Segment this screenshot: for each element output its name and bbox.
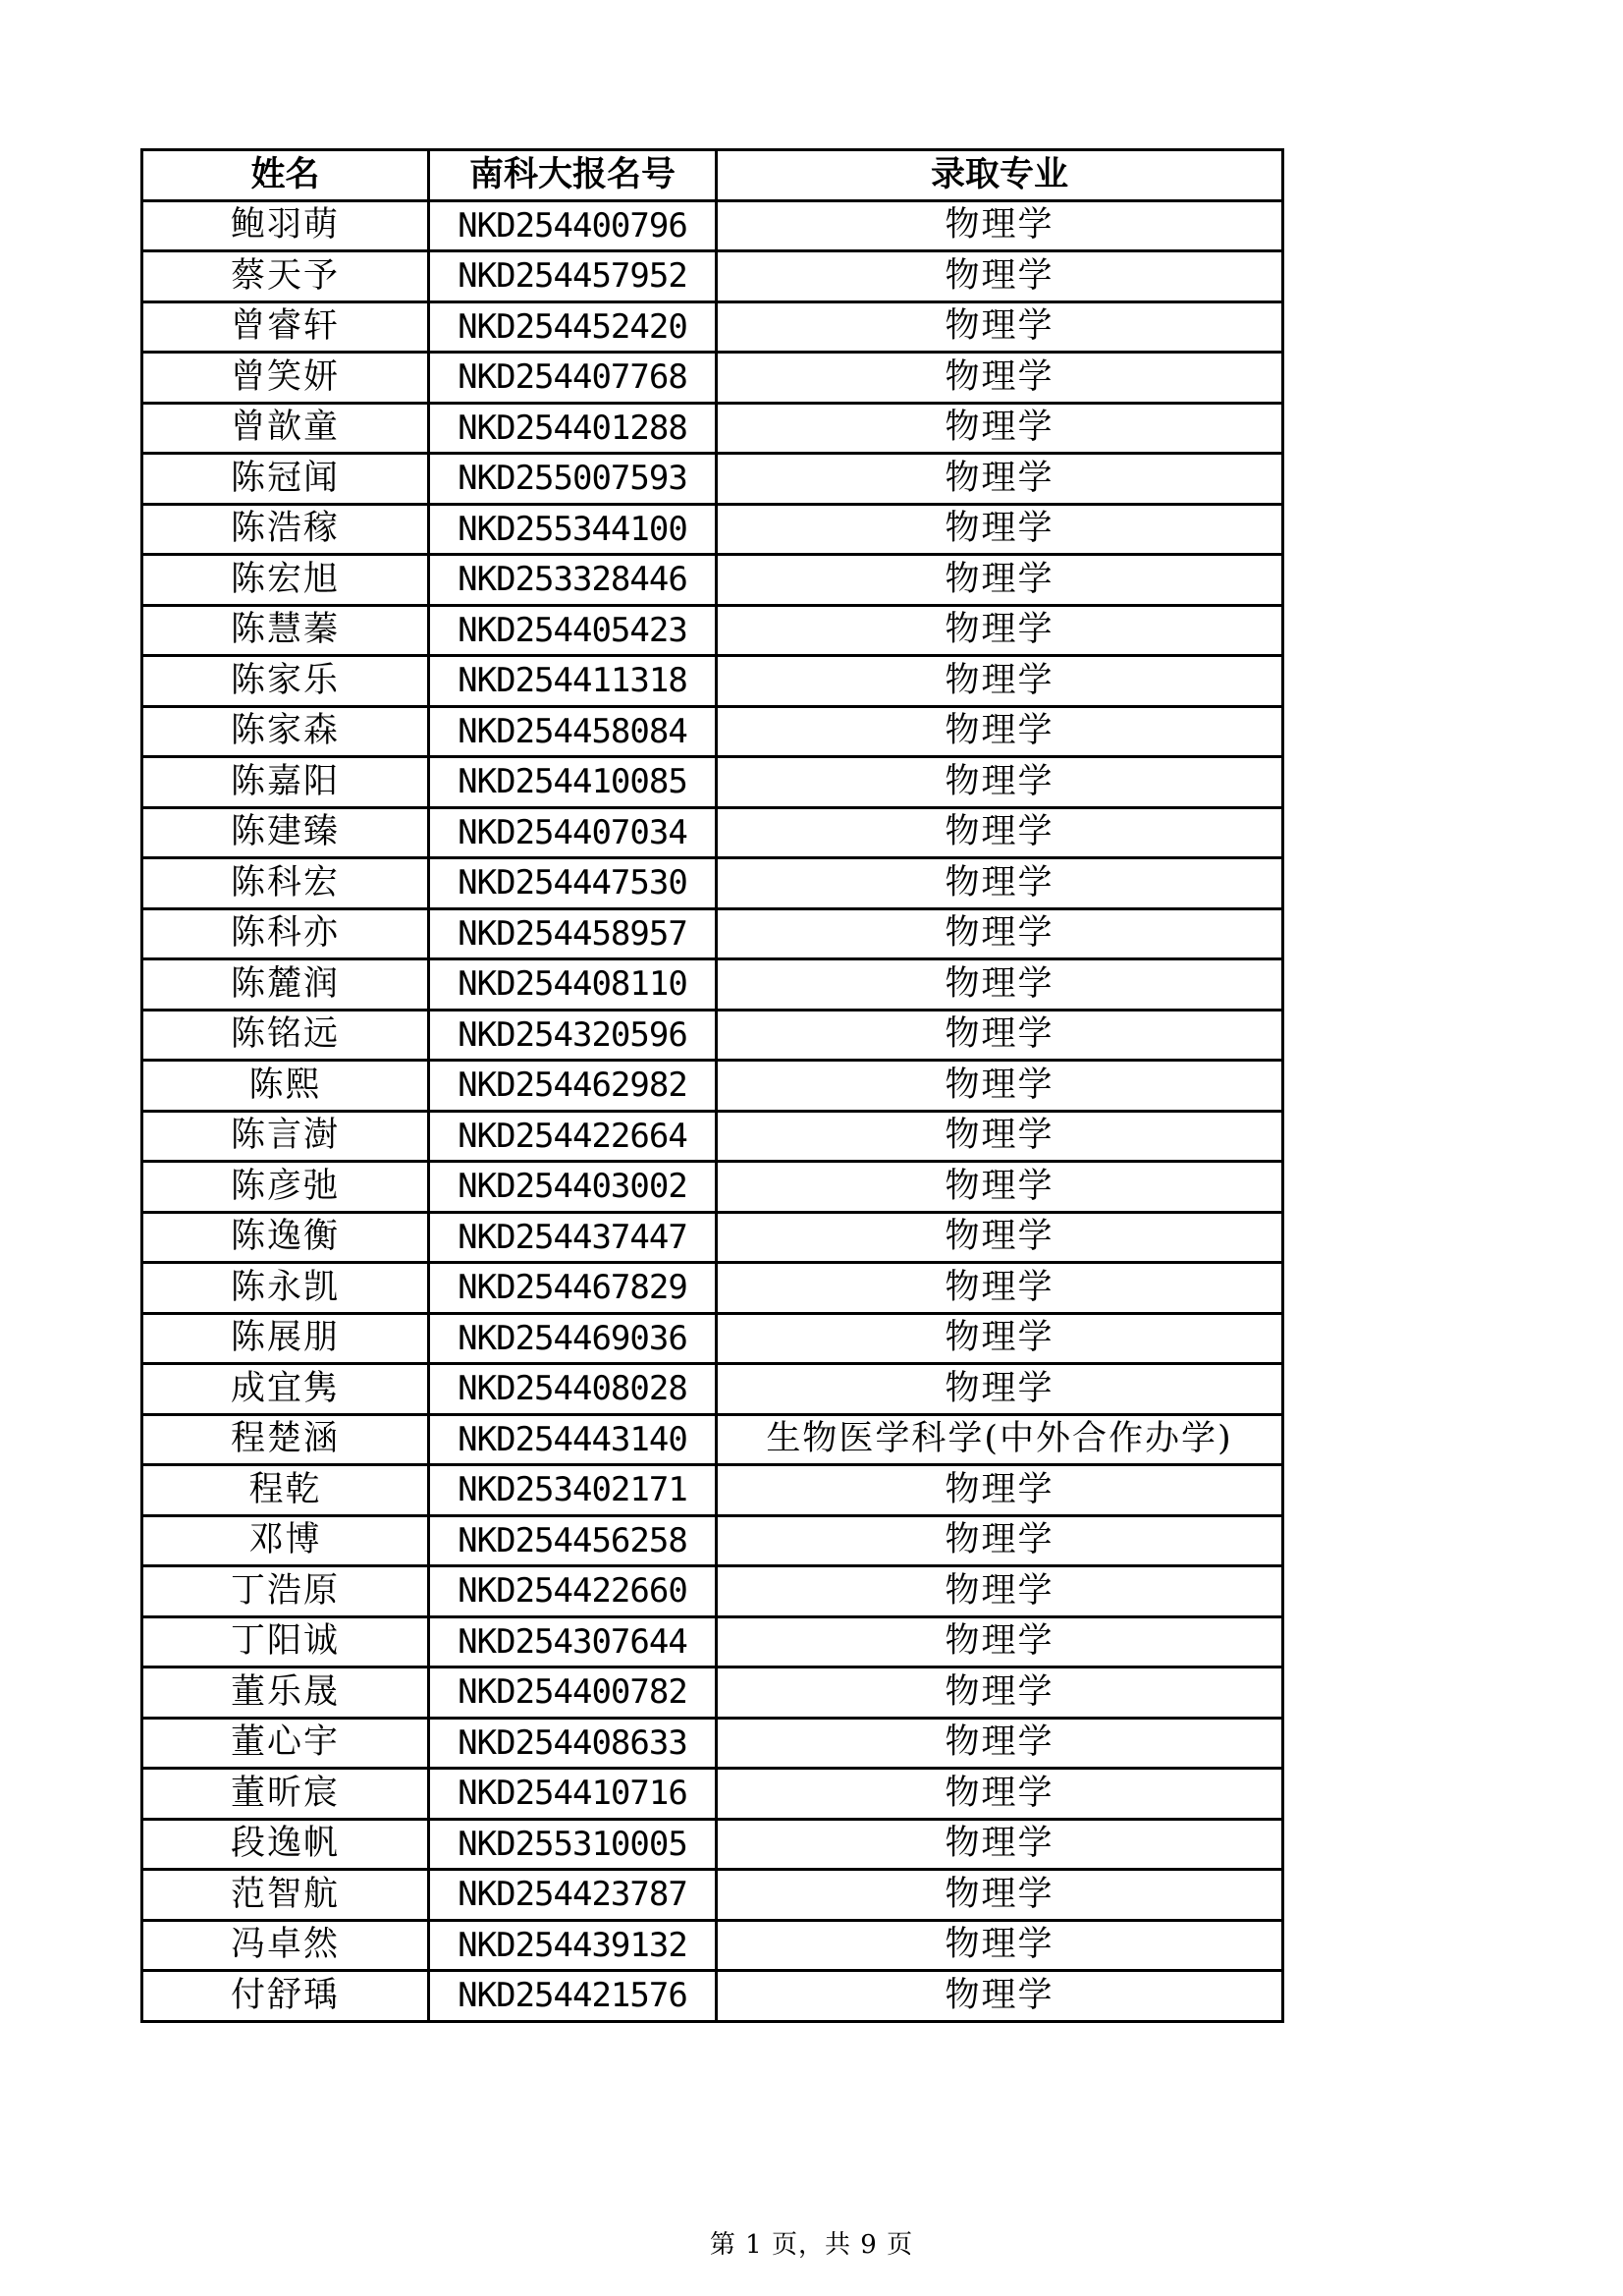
admitted-major-cell: 物理学: [717, 1111, 1283, 1162]
registration-id-cell: NKD254411318: [429, 656, 717, 707]
registration-id-cell: NKD254407034: [429, 807, 717, 858]
student-name-cell: 陈家森: [142, 706, 429, 757]
table-row: [142, 1061, 1283, 1112]
table-row: [142, 605, 1283, 656]
header-name: 姓名: [142, 150, 429, 201]
student-name-cell: 陈麓润: [142, 959, 429, 1011]
table-row: [142, 1515, 1283, 1566]
registration-id-cell: NKD254439132: [429, 1920, 717, 1971]
admitted-major-cell: 物理学: [717, 1061, 1283, 1112]
registration-id-cell: NKD254469036: [429, 1313, 717, 1364]
admitted-major-cell: 物理学: [717, 1718, 1283, 1769]
table-row: [142, 353, 1283, 404]
admitted-major-cell: 物理学: [717, 908, 1283, 959]
registration-id-cell: NKD254408633: [429, 1718, 717, 1769]
table-row: [142, 1111, 1283, 1162]
table-row: [142, 1414, 1283, 1465]
table-row: [142, 908, 1283, 959]
table-row: [142, 1162, 1283, 1213]
admitted-major-cell: 物理学: [717, 353, 1283, 404]
student-name-cell: 陈浩稼: [142, 504, 429, 555]
table-row: [142, 555, 1283, 606]
registration-id-cell: NKD254452420: [429, 301, 717, 353]
admitted-major-cell: 物理学: [717, 454, 1283, 505]
admitted-major-cell: 物理学: [717, 1212, 1283, 1263]
admitted-major-cell: 物理学: [717, 807, 1283, 858]
table-row: [142, 1971, 1283, 2022]
table-row: [142, 1364, 1283, 1415]
registration-id-cell: NKD254400782: [429, 1667, 717, 1719]
registration-id-cell: NKD254447530: [429, 858, 717, 909]
student-name-cell: 陈永凯: [142, 1263, 429, 1314]
registration-id-cell: NKD254408028: [429, 1364, 717, 1415]
admitted-major-cell: 物理学: [717, 858, 1283, 909]
student-name-cell: 范智航: [142, 1870, 429, 1921]
table-row: [142, 301, 1283, 353]
student-name-cell: 邓博: [142, 1515, 429, 1566]
table-row: [142, 1465, 1283, 1516]
registration-id-cell: NKD254410716: [429, 1769, 717, 1820]
table-row: [142, 1769, 1283, 1820]
registration-id-cell: NKD255344100: [429, 504, 717, 555]
registration-id-cell: NKD253402171: [429, 1465, 717, 1516]
table-row: [142, 1263, 1283, 1314]
registration-id-cell: NKD254456258: [429, 1515, 717, 1566]
table-row: [142, 959, 1283, 1011]
registration-id-cell: NKD255310005: [429, 1819, 717, 1870]
table-row: [142, 1010, 1283, 1061]
student-name-cell: 陈嘉阳: [142, 757, 429, 808]
student-name-cell: 陈彦弛: [142, 1162, 429, 1213]
admitted-major-cell: 物理学: [717, 1313, 1283, 1364]
admitted-major-cell: 物理学: [717, 1263, 1283, 1314]
student-name-cell: 陈慧蓁: [142, 605, 429, 656]
table-row: [142, 757, 1283, 808]
table-row: [142, 251, 1283, 302]
admitted-major-cell: 物理学: [717, 656, 1283, 707]
table-row: [142, 656, 1283, 707]
student-name-cell: 鲍羽萌: [142, 200, 429, 251]
admitted-major-cell: 物理学: [717, 959, 1283, 1011]
student-name-cell: 董乐晟: [142, 1667, 429, 1719]
table-row: [142, 807, 1283, 858]
table-header: [142, 150, 1283, 201]
table-row: [142, 504, 1283, 555]
registration-id-cell: NKD255007593: [429, 454, 717, 505]
header-row: [142, 150, 1283, 201]
registration-id-cell: NKD254401288: [429, 403, 717, 454]
table-body: [142, 200, 1283, 2021]
registration-id-cell: NKD254421576: [429, 1971, 717, 2022]
registration-id-cell: NKD254458957: [429, 908, 717, 959]
table-row: [142, 1616, 1283, 1667]
admitted-major-cell: 物理学: [717, 1971, 1283, 2022]
student-name-cell: 陈逸衡: [142, 1212, 429, 1263]
table-row: [142, 1920, 1283, 1971]
registration-id-cell: NKD254400796: [429, 200, 717, 251]
registration-id-cell: NKD254407768: [429, 353, 717, 404]
admitted-major-cell: 物理学: [717, 504, 1283, 555]
admitted-major-cell: 生物医学科学(中外合作办学): [717, 1414, 1283, 1465]
registration-id-cell: NKD254422664: [429, 1111, 717, 1162]
registration-id-cell: NKD254307644: [429, 1616, 717, 1667]
admitted-major-cell: 物理学: [717, 1769, 1283, 1820]
student-name-cell: 曾睿轩: [142, 301, 429, 353]
registration-id-cell: NKD254457952: [429, 251, 717, 302]
registration-id-cell: NKD254443140: [429, 1414, 717, 1465]
registration-id-cell: NKD254410085: [429, 757, 717, 808]
student-name-cell: 陈熙: [142, 1061, 429, 1112]
admitted-major-cell: 物理学: [717, 706, 1283, 757]
admitted-major-cell: 物理学: [717, 1465, 1283, 1516]
registration-id-cell: NKD254437447: [429, 1212, 717, 1263]
student-name-cell: 程乾: [142, 1465, 429, 1516]
student-name-cell: 蔡天予: [142, 251, 429, 302]
admitted-major-cell: 物理学: [717, 1616, 1283, 1667]
registration-id-cell: NKD254320596: [429, 1010, 717, 1061]
table-row: [142, 858, 1283, 909]
admitted-major-cell: 物理学: [717, 1920, 1283, 1971]
table-row: [142, 1819, 1283, 1870]
admitted-major-cell: 物理学: [717, 1162, 1283, 1213]
table-row: [142, 200, 1283, 251]
student-name-cell: 丁阳诚: [142, 1616, 429, 1667]
admitted-major-cell: 物理学: [717, 301, 1283, 353]
header-registration-id: 南科大报名号: [429, 150, 717, 201]
table-row: [142, 403, 1283, 454]
admitted-major-cell: 物理学: [717, 1819, 1283, 1870]
student-name-cell: 董昕宸: [142, 1769, 429, 1820]
header-admitted-major: 录取专业: [717, 150, 1283, 201]
table-row: [142, 1718, 1283, 1769]
admitted-major-cell: 物理学: [717, 1515, 1283, 1566]
student-name-cell: 曾歆童: [142, 403, 429, 454]
student-name-cell: 陈科宏: [142, 858, 429, 909]
table-row: [142, 1870, 1283, 1921]
admitted-major-cell: 物理学: [717, 757, 1283, 808]
admitted-major-cell: 物理学: [717, 403, 1283, 454]
student-name-cell: 付舒瑀: [142, 1971, 429, 2022]
admitted-major-cell: 物理学: [717, 1870, 1283, 1921]
student-name-cell: 成宜隽: [142, 1364, 429, 1415]
registration-id-cell: NKD254423787: [429, 1870, 717, 1921]
table-row: [142, 454, 1283, 505]
student-name-cell: 程楚涵: [142, 1414, 429, 1465]
student-name-cell: 陈言澍: [142, 1111, 429, 1162]
registration-id-cell: NKD254458084: [429, 706, 717, 757]
student-name-cell: 陈科亦: [142, 908, 429, 959]
table-row: [142, 1667, 1283, 1719]
registration-id-cell: NKD254467829: [429, 1263, 717, 1314]
admitted-major-cell: 物理学: [717, 1364, 1283, 1415]
registration-id-cell: NKD254462982: [429, 1061, 717, 1112]
admitted-major-cell: 物理学: [717, 605, 1283, 656]
student-name-cell: 董心宇: [142, 1718, 429, 1769]
student-name-cell: 陈展朋: [142, 1313, 429, 1364]
admitted-major-cell: 物理学: [717, 200, 1283, 251]
student-name-cell: 陈家乐: [142, 656, 429, 707]
student-name-cell: 丁浩原: [142, 1566, 429, 1617]
table-row: [142, 1313, 1283, 1364]
table-row: [142, 1566, 1283, 1617]
page-number-footer: 第 1 页，共 9 页: [709, 2230, 914, 2260]
admitted-major-cell: 物理学: [717, 251, 1283, 302]
admitted-major-cell: 物理学: [717, 1566, 1283, 1617]
student-name-cell: 冯卓然: [142, 1920, 429, 1971]
student-name-cell: 陈建臻: [142, 807, 429, 858]
admission-table: [140, 148, 1284, 2023]
student-name-cell: 曾笑妍: [142, 353, 429, 404]
registration-id-cell: NKD254408110: [429, 959, 717, 1011]
student-name-cell: 陈冠闻: [142, 454, 429, 505]
student-name-cell: 段逸帆: [142, 1819, 429, 1870]
admitted-major-cell: 物理学: [717, 1667, 1283, 1719]
registration-id-cell: NKD254422660: [429, 1566, 717, 1617]
student-name-cell: 陈铭远: [142, 1010, 429, 1061]
registration-id-cell: NKD254405423: [429, 605, 717, 656]
registration-id-cell: NKD253328446: [429, 555, 717, 606]
student-name-cell: 陈宏旭: [142, 555, 429, 606]
table-row: [142, 706, 1283, 757]
table-row: [142, 1212, 1283, 1263]
admitted-major-cell: 物理学: [717, 1010, 1283, 1061]
admitted-major-cell: 物理学: [717, 555, 1283, 606]
registration-id-cell: NKD254403002: [429, 1162, 717, 1213]
